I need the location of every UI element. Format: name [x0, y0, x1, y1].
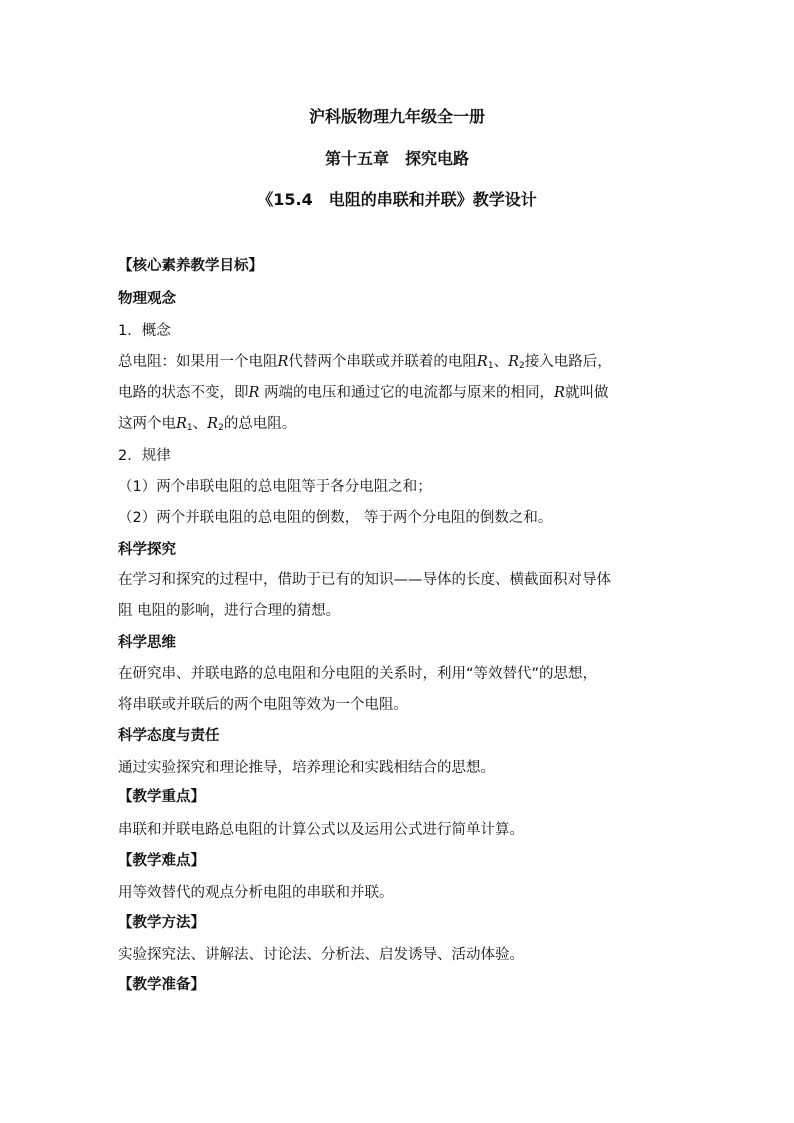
methods-line-1: 实验探究法、讲解法、讨论法、分析法、启发诱导、活动体验。: [118, 947, 524, 963]
heading-science-inquiry: 科学探究: [118, 542, 176, 558]
inquiry-line-2: 阻 电阻的影响，进行合理的猜想。: [118, 603, 341, 619]
text: 总电阻：如果用一个电阻: [118, 354, 278, 370]
section-preparation: 【教学准备】: [118, 977, 205, 993]
symbol-r2: R: [207, 416, 219, 432]
text: 代替两个串联或并联着的电阻: [288, 354, 477, 370]
text: 就叫做: [564, 385, 609, 401]
section-methods: 【教学方法】: [118, 915, 205, 931]
thinking-line-1: 在研究串、并联电路的总电阻和分电阻的关系时，利用“等效替代”的思想，: [118, 666, 598, 682]
heading-science-attitude: 科学态度与责任: [118, 728, 220, 744]
subscript: 2: [218, 423, 224, 433]
symbol-r: R: [248, 385, 260, 401]
heading-physics-concept: 物理观念: [118, 291, 176, 307]
text: 这两个电: [118, 416, 176, 432]
symbol-r: R: [554, 385, 565, 401]
subscript: 1: [186, 423, 193, 433]
section-key-points: 【教学重点】: [118, 789, 205, 805]
attitude-line-1: 通过实验探究和理论推导，培养理论和实践相结合的思想。: [118, 760, 495, 776]
symbol-r1: R: [176, 416, 187, 432]
law-item-2: （2）两个并联电阻的总电阻的倒数， 等于两个分电阻的倒数之和。: [118, 510, 553, 526]
book-title: 沪科版物理九年级全一册: [308, 107, 485, 126]
text: 两端的电压和通过它的电流都与原来的相同，: [259, 385, 555, 401]
text: 接入电路后，: [524, 354, 612, 370]
law-number: 2．规律: [118, 448, 171, 464]
heading-science-thinking: 科学思维: [118, 635, 176, 651]
section-core-goals: 【核心素养教学目标】: [118, 258, 263, 274]
chapter-title: 第十五章 探究电路: [324, 149, 469, 168]
subscript: 1: [487, 361, 494, 371]
text: 电路的状态不变，即: [118, 385, 249, 401]
inquiry-line-1: 在学习和探究的过程中，借助于已有的知识——导体的长度、横截面积对导体: [118, 572, 611, 588]
key-points-line-1: 串联和并联电路总电阻的计算公式以及运用公式进行简单计算。: [118, 822, 524, 838]
subscript: 2: [519, 361, 525, 371]
lesson-title: 《15.4 电阻的串联和并联》教学设计: [257, 190, 537, 209]
difficulties-line-1: 用等效替代的观点分析电阻的串联和并联。: [118, 885, 394, 901]
text: 的总电阻。: [223, 416, 297, 432]
section-difficulties: 【教学难点】: [118, 853, 205, 869]
thinking-line-2: 将串联或并联后的两个电阻等效为一个电阻。: [118, 697, 408, 713]
definition-line-2: [118, 383, 678, 403]
text: 、: [493, 354, 509, 370]
symbol-r: R: [277, 354, 289, 370]
concept-number: 1．概念: [118, 323, 171, 339]
definition-line-1: [118, 352, 678, 372]
law-item-1: （1）两个串联电阻的总电阻等于各分电阻之和；: [118, 479, 432, 495]
text: 、: [192, 416, 208, 432]
symbol-r2: R: [508, 354, 519, 370]
definition-line-3: [118, 414, 678, 434]
symbol-r1: R: [476, 354, 488, 370]
